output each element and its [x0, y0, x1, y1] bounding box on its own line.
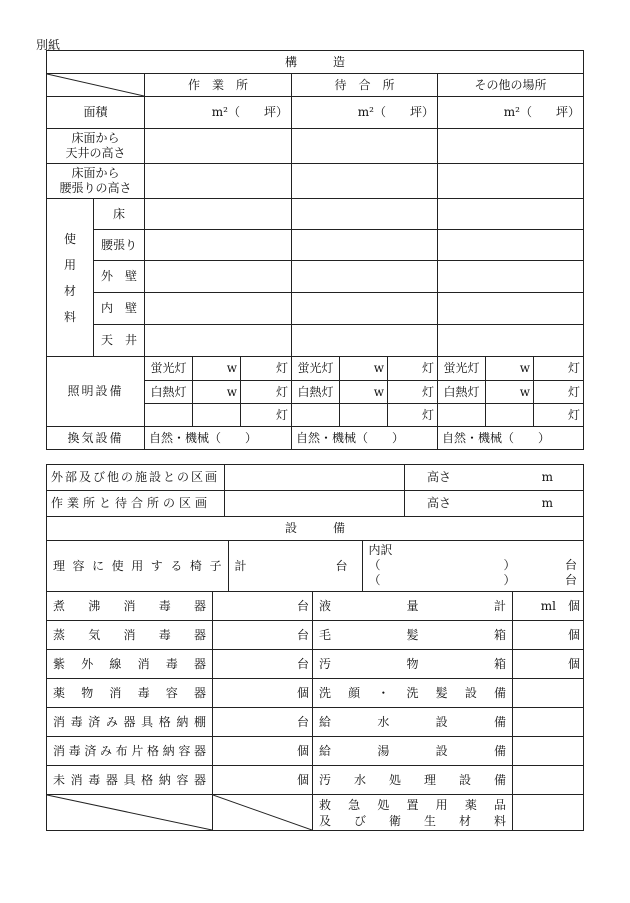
exterior-partition-value[interactable]	[225, 465, 405, 491]
material-floor-waiting[interactable]	[292, 199, 438, 230]
left-item-unit: 個	[213, 766, 313, 795]
height-label: 高さ	[427, 470, 452, 484]
chair-breakdown-cell	[362, 541, 583, 591]
structure-title: 構 造	[47, 51, 584, 74]
watt-unit: w	[486, 381, 534, 404]
lamp-unit: 灯	[388, 404, 438, 427]
material-wainscot-waiting[interactable]	[292, 230, 438, 261]
watt-unit: w	[193, 357, 241, 381]
material-ceiling-other[interactable]	[438, 325, 584, 357]
material-ceiling-workplace[interactable]	[145, 325, 292, 357]
material-ceiling-waiting[interactable]	[292, 325, 438, 357]
watt-unit: w	[486, 357, 534, 381]
left-item-label: 蒸気消毒器	[47, 621, 213, 650]
materials-vertical-label: 使 用 材 料	[47, 199, 94, 357]
right-item-unit: 個	[513, 650, 584, 679]
left-item-unit: 台	[213, 650, 313, 679]
right-item-label: 液量計	[313, 592, 513, 621]
first-aid-value[interactable]	[513, 795, 584, 831]
wainscot-height-other[interactable]	[438, 164, 584, 199]
breakdown-label: 内訳	[368, 543, 393, 557]
lamp-extra-other[interactable]	[438, 404, 486, 427]
area-unit-workplace: m²（ 坪）	[145, 97, 292, 129]
ventilation-other: 自然・機械（ ）	[438, 427, 584, 450]
material-wainscot: 腰張り	[94, 230, 145, 261]
lamp-unit: 灯	[534, 357, 584, 381]
left-item-label: 消毒済み布片格納容器	[47, 737, 213, 766]
fluorescent-waiting: 蛍光灯	[292, 357, 340, 381]
chair-row	[47, 541, 584, 592]
meter-unit: m	[541, 470, 553, 484]
ceiling-height-other[interactable]	[438, 129, 584, 164]
watt-unit: w	[340, 357, 388, 381]
material-interior-workplace[interactable]	[145, 293, 292, 325]
height-label: 高さ	[427, 496, 452, 510]
breakdown-line-2: （ ） 台	[368, 573, 577, 587]
left-item-unit: 個	[213, 679, 313, 708]
col-waiting: 待 合 所	[292, 74, 438, 97]
equipment-table	[46, 516, 584, 831]
wainscot-height-workplace[interactable]	[145, 164, 292, 199]
material-interior-wall: 内 壁	[94, 293, 145, 325]
chair-total-cell	[228, 541, 362, 591]
material-exterior-waiting[interactable]	[292, 261, 438, 293]
left-item-unit: 台	[213, 621, 313, 650]
area-unit-waiting: m²（ 坪）	[292, 97, 438, 129]
left-item-label: 煮沸消毒器	[47, 592, 213, 621]
left-item-label: 薬物消毒容器	[47, 679, 213, 708]
ventilation-workplace: 自然・機械（ ）	[145, 427, 292, 450]
chair-total-label: 計	[234, 558, 247, 573]
material-floor-workplace[interactable]	[145, 199, 292, 230]
floor-ceiling-label: 床面から 天井の高さ	[47, 129, 145, 164]
right-item-unit: ml 個	[513, 592, 584, 621]
left-item-label: 未消毒器具格納容器	[47, 766, 213, 795]
exterior-height-cell	[405, 465, 584, 491]
chair-unit: 台	[335, 558, 348, 573]
lamp-extra-watt-other[interactable]	[486, 404, 534, 427]
lamp-extra-workplace[interactable]	[145, 404, 193, 427]
incandescent-waiting: 白熱灯	[292, 381, 340, 404]
chair-inner	[47, 541, 583, 591]
left-item-unit: 個	[213, 737, 313, 766]
ceiling-height-waiting[interactable]	[292, 129, 438, 164]
material-exterior-wall: 外 壁	[94, 261, 145, 293]
right-item-label: 洗顔・洗髪設備	[313, 679, 513, 708]
left-item-label: 紫外線消毒器	[47, 650, 213, 679]
waiting-partition-value[interactable]	[225, 491, 405, 517]
right-item-unit: 個	[513, 621, 584, 650]
incandescent-other: 白熱灯	[438, 381, 486, 404]
lighting-label: 照明設備	[47, 357, 145, 427]
lamp-unit: 灯	[534, 404, 584, 427]
breakdown-line-1: （ ） 台	[368, 558, 577, 572]
right-item-label: 毛髪箱	[313, 621, 513, 650]
right-item-unit	[513, 679, 584, 708]
incandescent-workplace: 白熱灯	[145, 381, 193, 404]
right-item-label: 給湯設備	[313, 737, 513, 766]
material-wainscot-other[interactable]	[438, 230, 584, 261]
structure-table	[46, 50, 584, 450]
ventilation-label: 換気設備	[47, 427, 145, 450]
material-floor: 床	[94, 199, 145, 230]
first-aid-label: 救急処置用薬品 及び衛生材料	[313, 795, 513, 831]
fluorescent-workplace: 蛍光灯	[145, 357, 193, 381]
lamp-unit: 灯	[534, 381, 584, 404]
material-exterior-workplace[interactable]	[145, 261, 292, 293]
waiting-height-cell	[405, 491, 584, 517]
area-unit-other: m²（ 坪）	[438, 97, 584, 129]
col-other: その他の場所	[438, 74, 584, 97]
ceiling-height-workplace[interactable]	[145, 129, 292, 164]
empty-diagonal-cell-mid	[213, 795, 313, 831]
material-exterior-other[interactable]	[438, 261, 584, 293]
meter-unit: m	[541, 496, 553, 510]
chair-label: 理容に使用する椅子	[47, 541, 228, 591]
floor-wainscot-label: 床面から 腰張りの高さ	[47, 164, 145, 199]
right-item-label: 汚水処理設備	[313, 766, 513, 795]
right-item-label: 給水設備	[313, 708, 513, 737]
lamp-unit: 灯	[388, 357, 438, 381]
col-workplace: 作 業 所	[145, 74, 292, 97]
lamp-extra-waiting[interactable]	[292, 404, 340, 427]
material-wainscot-workplace[interactable]	[145, 230, 292, 261]
lamp-unit: 灯	[241, 381, 292, 404]
right-item-label: 汚物箱	[313, 650, 513, 679]
right-item-unit	[513, 766, 584, 795]
left-item-unit: 台	[213, 592, 313, 621]
header-diagonal-cell	[47, 74, 145, 97]
watt-unit: w	[193, 381, 241, 404]
material-ceiling: 天 井	[94, 325, 145, 357]
waiting-partition-label: 作業所と待合所の区画	[47, 491, 225, 517]
exterior-partition-label: 外部及び他の施設との区画	[47, 465, 225, 491]
partition-table	[46, 464, 584, 517]
lamp-extra-watt-workplace[interactable]	[193, 404, 241, 427]
fluorescent-other: 蛍光灯	[438, 357, 486, 381]
empty-diagonal-cell-left	[47, 795, 213, 831]
watt-unit: w	[340, 381, 388, 404]
right-item-unit	[513, 708, 584, 737]
lamp-unit: 灯	[388, 381, 438, 404]
area-label: 面積	[47, 97, 145, 129]
left-item-unit: 台	[213, 708, 313, 737]
right-item-unit	[513, 737, 584, 766]
lamp-unit: 灯	[241, 357, 292, 381]
equipment-title: 設 備	[47, 517, 584, 541]
material-floor-other[interactable]	[438, 199, 584, 230]
ventilation-waiting: 自然・機械（ ）	[292, 427, 438, 450]
lamp-extra-watt-waiting[interactable]	[340, 404, 388, 427]
material-interior-waiting[interactable]	[292, 293, 438, 325]
left-item-label: 消毒済み器具格納棚	[47, 708, 213, 737]
lamp-unit: 灯	[241, 404, 292, 427]
annex-label: 別紙	[36, 38, 61, 52]
wainscot-height-waiting[interactable]	[292, 164, 438, 199]
material-interior-other[interactable]	[438, 293, 584, 325]
